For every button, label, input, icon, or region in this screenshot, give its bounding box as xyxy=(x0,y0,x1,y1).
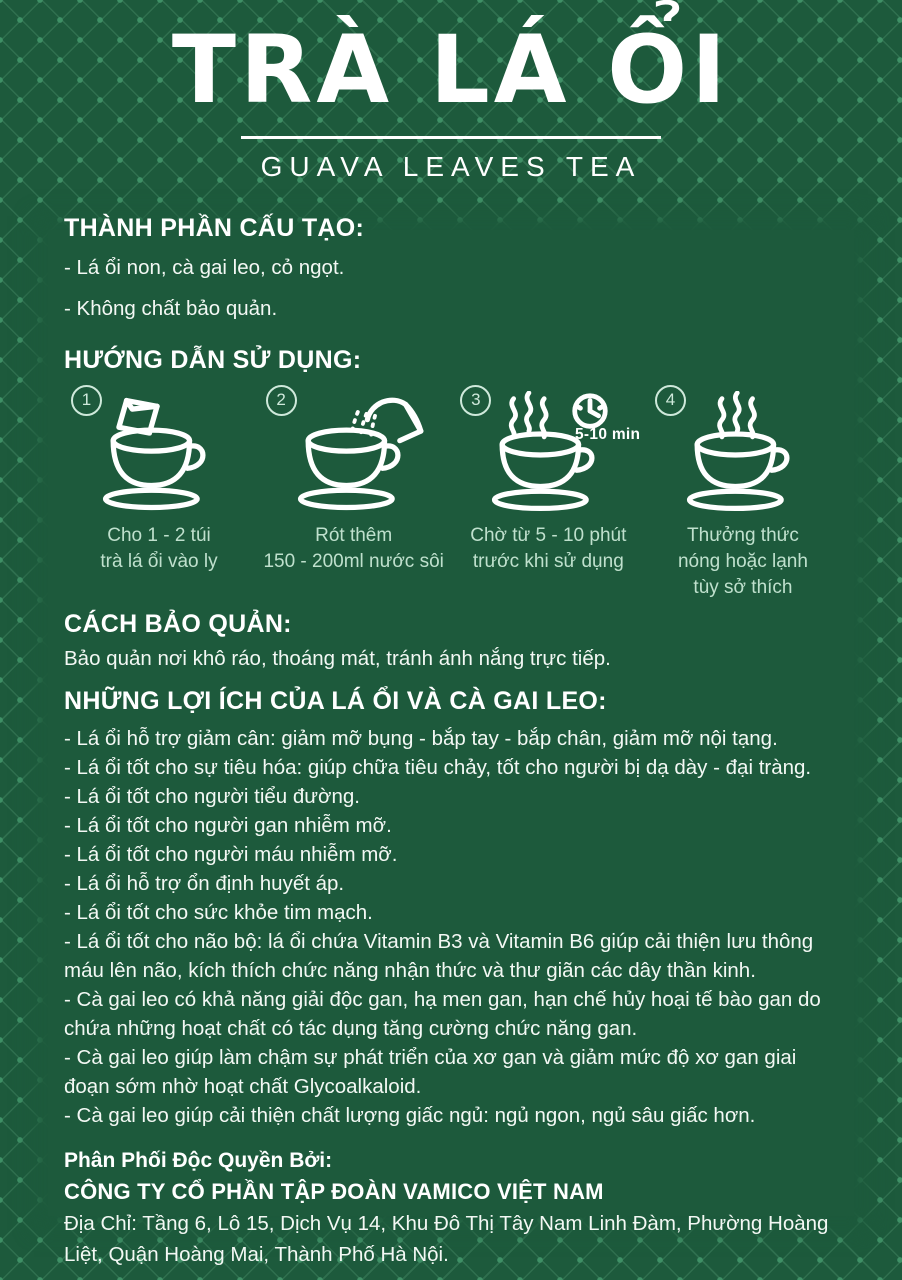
caption-line: nóng hoặc lạnh xyxy=(677,550,808,572)
step-2-number-badge: 2 xyxy=(266,385,297,416)
step-3-art xyxy=(456,385,640,517)
benefits-list xyxy=(64,724,838,1130)
caption-line: tùy sở thích xyxy=(693,576,793,598)
benefit-item: - Cà gai leo có khả năng giải độc gan, hạ men gan, hạn chế hủy hoại tế bào gan do chứa những hoạt chất có tác dụng tăng cường chức năng gan. xyxy=(64,987,821,1040)
ingredient-item: - Lá ổi non, cà gai leo, cỏ ngọt. xyxy=(64,255,345,279)
step-4-art xyxy=(651,385,835,517)
header xyxy=(64,16,838,183)
step-1-art xyxy=(67,385,251,517)
caption-line: Cho 1 - 2 túi xyxy=(107,524,211,546)
storage-text: Bảo quản nơi khô ráo, thoáng mát, tránh ánh nắng trực tiếp. xyxy=(64,646,611,670)
benefit-item: - Lá ổi tốt cho sự tiêu hóa: giúp chữa tiêu chảy, tốt cho người bị dạ dày - đại tràng. xyxy=(64,755,812,779)
ingredients-heading: THÀNH PHẦN CẤU TẠO: xyxy=(64,213,365,242)
caption-line: Thưởng thức xyxy=(687,524,799,546)
step-4-caption xyxy=(678,523,808,601)
step-3-caption xyxy=(470,523,626,575)
caption-line: trà lá ổi vào ly xyxy=(100,550,218,572)
storage-section xyxy=(64,609,838,674)
caption-line: trước khi sử dụng xyxy=(472,550,624,572)
benefit-item: - Lá ổi tốt cho người máu nhiễm mỡ. xyxy=(64,842,398,866)
distributor-company: CÔNG TY CỔ PHẦN TẬP ĐOÀN VAMICO VIỆT NAM xyxy=(64,1178,604,1204)
product-subtitle: GUAVA LEAVES TEA xyxy=(260,150,642,182)
usage-steps xyxy=(64,385,838,601)
ingredients-section xyxy=(64,213,838,325)
benefit-item: - Lá ổi hỗ trợ giảm cân: giảm mỡ bụng - bắp tay - bắp chân, giảm mỡ nội tạng. xyxy=(64,726,778,750)
benefit-item: - Cà gai leo giúp cải thiện chất lượng giấc ngủ: ngủ ngon, ngủ sâu giấc hơn. xyxy=(64,1103,756,1127)
benefit-item: - Lá ổi tốt cho người gan nhiễm mỡ. xyxy=(64,813,392,837)
step-3-number-badge: 3 xyxy=(460,385,491,416)
usage-section xyxy=(64,345,838,601)
benefit-item: - Lá ổi tốt cho não bộ: lá ổi chứa Vitamin B3 và Vitamin B6 giúp cải thiện lưu thông máu lên não, kích thích chức năng nhận thức và thư giãn các dây thần kinh. xyxy=(64,929,814,982)
ingredient-item: - Không chất bảo quản. xyxy=(64,296,278,320)
step-1-number-badge: 1 xyxy=(71,385,102,416)
storage-heading: CÁCH BẢO QUẢN: xyxy=(64,609,292,638)
usage-step-3 xyxy=(453,385,643,601)
caption-line: Chờ từ 5 - 10 phút xyxy=(470,524,627,546)
usage-step-1 xyxy=(64,385,254,601)
step-1-caption xyxy=(100,523,217,575)
caption-line: Rót thêm xyxy=(315,524,393,546)
step-4-number-badge: 4 xyxy=(655,385,686,416)
title-divider xyxy=(241,136,661,139)
benefit-item: - Lá ổi tốt cho sức khỏe tim mạch. xyxy=(64,900,373,924)
benefit-item: - Lá ổi hỗ trợ ổn định huyết áp. xyxy=(64,871,345,895)
caption-line: 150 - 200ml nước sôi xyxy=(263,550,444,572)
distributor-section xyxy=(64,1146,838,1270)
benefits-heading: NHỮNG LỢI ÍCH CỦA LÁ ỔI VÀ CÀ GAI LEO: xyxy=(64,686,607,715)
product-title: TRÀ LÁ ỔI xyxy=(171,16,731,125)
teabag-cup-icon xyxy=(79,391,239,517)
step-2-caption xyxy=(263,523,443,575)
usage-step-4 xyxy=(648,385,838,601)
usage-heading: HƯỚNG DẪN SỬ DỤNG: xyxy=(64,345,362,374)
usage-step-2 xyxy=(259,385,449,601)
steaming-cup-icon xyxy=(663,391,823,517)
pouring-kettle-cup-icon xyxy=(274,391,434,517)
steaming-cup-clock-icon xyxy=(468,391,628,517)
distributor-label: Phân Phối Độc Quyền Bởi: xyxy=(64,1148,333,1172)
benefits-section xyxy=(64,686,838,1130)
benefit-item: - Lá ổi tốt cho người tiểu đường. xyxy=(64,784,360,808)
timer-label: 5-10 min xyxy=(575,425,641,443)
step-2-art xyxy=(262,385,446,517)
distributor-address: Địa Chỉ: Tầng 6, Lô 15, Dịch Vụ 14, Khu Đô Thị Tây Nam Linh Đàm, Phường Hoàng Liệt, Quận Hoàng Mai, Thành Phố Hà Nội. xyxy=(64,1211,829,1266)
benefit-item: - Cà gai leo giúp làm chậm sự phát triển của xơ gan và giảm mức độ xơ gan giai đoạn sớm nhờ hoạt chất Glycoalkaloid. xyxy=(64,1045,797,1098)
